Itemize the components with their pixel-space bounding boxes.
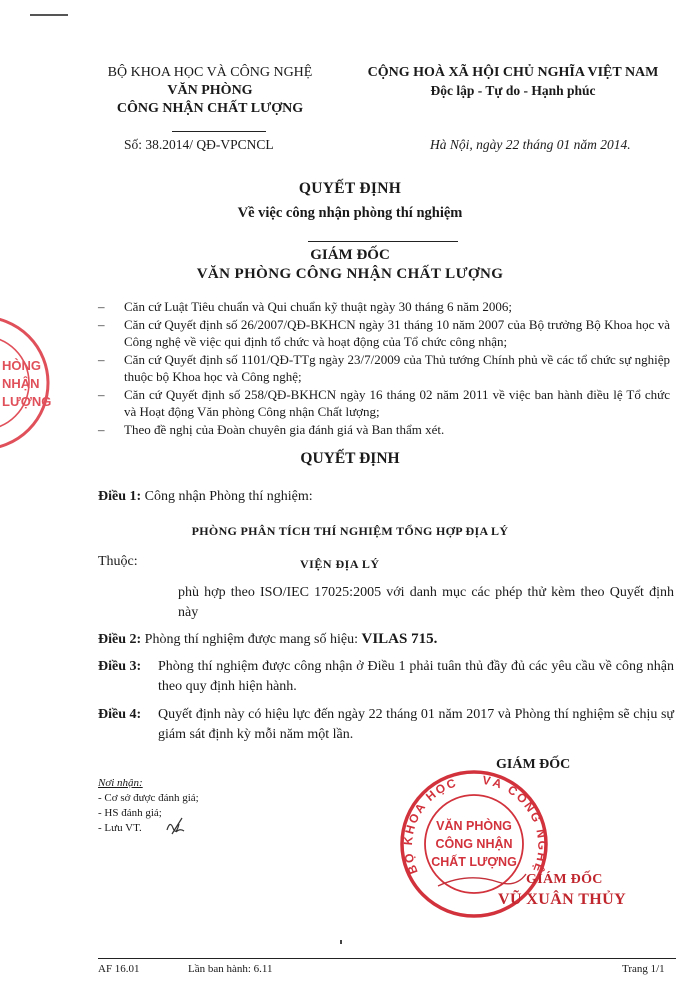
office-name-line2: CÔNG NHẬN CHẤT LƯỢNG: [116, 101, 304, 116]
document-subject: Về việc công nhận phòng thí nghiệm: [237, 205, 463, 221]
signature-stroke: [438, 874, 526, 886]
signer-name: VŨ XUÂN THỦY: [498, 891, 627, 908]
document-title: QUYẾT ĐỊNH: [298, 180, 402, 197]
decision-heading: QUYẾT ĐỊNH: [300, 450, 400, 467]
footer-edition: Lần ban hành: 6.11: [188, 963, 273, 975]
seal-line: CÔNG NHẬN: [435, 837, 513, 851]
legal-basis-item: – Theo đề nghị của Đoàn chuyên gia đánh giá và Ban thẩm xét.: [98, 421, 670, 439]
national-heading: [340, 64, 686, 100]
vilas-code: VILAS 715.: [361, 631, 438, 647]
document-date: Hà Nội, ngày 22 tháng 01 năm 2014.: [430, 137, 631, 152]
partial-stamp-line: NHẬN: [2, 376, 40, 391]
article-4: [98, 705, 674, 745]
laboratory-name: PHÒNG PHÂN TÍCH THÍ NGHIỆM TỔNG HỢP ĐỊA LÝ: [191, 524, 509, 538]
article-1-label: Điều 1:: [98, 489, 142, 504]
document-number: Số: 38.2014/ QĐ-VPCNCL: [124, 137, 274, 152]
article-3-text: Phòng thí nghiệm được công nhận ở Điều 1 phải tuân thủ đầy đủ các yêu cầu về công nhận theo quy định hiện hành.: [158, 659, 674, 694]
partial-stamp-left: [0, 318, 60, 448]
article-4-label: Điều 4:: [98, 707, 142, 722]
national-motto: Độc lập - Tự do - Hạnh phúc: [430, 83, 596, 98]
header-divider: [172, 131, 266, 132]
office-name-line1: VĂN PHÒNG: [167, 83, 253, 98]
legal-basis-item: – Căn cứ Quyết định số 1101/QĐ-TTg ngày 23/7/2009 của Thủ tướng Chính phủ về các tổ chức sự nghiệp thuộc bộ Khoa học và Công nghệ;: [98, 351, 670, 386]
initials-mark: [164, 812, 188, 838]
seal-line: VĂN PHÒNG: [436, 819, 512, 833]
article-3-label: Điều 3:: [98, 659, 142, 674]
article-1: [98, 487, 313, 506]
article-2-text: Phòng thí nghiệm được mang số hiệu:: [144, 632, 358, 647]
seal-line: CHẤT LƯỢNG: [431, 855, 517, 869]
partial-stamp-line: HÒNG: [2, 358, 41, 373]
belongs-label: Thuộc:: [98, 554, 138, 569]
article-4-text: Quyết định này có hiệu lực đến ngày 22 tháng 01 năm 2017 và Phòng thí nghiệm sẽ chịu sự giám sát định kỳ mỗi năm một lần.: [158, 707, 674, 742]
scan-mark: [340, 940, 342, 944]
director-heading: GIÁM ĐỐC: [310, 247, 390, 263]
recipient-item: - Lưu VT.: [98, 821, 199, 836]
iso-compliance-text: phù hợp theo ISO/IEC 17025:2005 với danh mục các phép thử kèm theo Quyết định này: [178, 585, 674, 620]
footer-form-code: AF 16.01: [98, 963, 140, 975]
title-divider: [308, 241, 458, 242]
legal-basis-item: – Căn cứ Quyết định số 26/2007/QĐ-BKHCN ngày 31 tháng 10 năm 2007 của Bộ trưởng Bộ Khoa học và Công nghệ về việc qui định tổ chức và hoạt động của Tổ chức công nhận;: [98, 316, 670, 351]
institute-name: VIỆN ĐỊA LÝ: [300, 557, 380, 571]
article-1-text: Công nhận Phòng thí nghiệm:: [144, 489, 313, 504]
ministry-name: BỘ KHOA HỌC VÀ CÔNG NGHỆ: [107, 65, 313, 80]
legal-basis-item: – Căn cứ Quyết định số 258/QĐ-BKHCN ngày 16 tháng 02 năm 2011 về việc ban hành điều lệ Tổ chức và Hoạt động Văn phòng Công nhận Chất lượng;: [98, 386, 670, 421]
partial-stamp-line: LƯỢNG: [2, 394, 52, 409]
legal-basis-item: – Căn cứ Luật Tiêu chuẩn và Qui chuẩn kỹ thuật ngày 30 tháng 6 năm 2006;: [98, 298, 670, 316]
recipient-item: - HS đánh giá;: [98, 806, 199, 821]
issuer-block: [92, 64, 328, 118]
article-2: [98, 631, 437, 648]
article-3: [98, 657, 674, 697]
article-2-label: Điều 2:: [98, 632, 142, 647]
recipient-item: - Cơ sở được đánh giá;: [98, 791, 199, 806]
country-name: CỘNG HOÀ XÃ HỘI CHỦ NGHĨA VIỆT NAM: [367, 65, 659, 80]
seal-arc-text-left: BỘ KHOA HỌC: [400, 775, 460, 877]
recipients-heading: Nơi nhận:: [98, 777, 143, 789]
scan-mark: [30, 14, 68, 16]
signer-title: GIÁM ĐỐC: [526, 872, 603, 887]
seal-arc-text-right: VÀ CÔNG NGHỆ: [481, 772, 550, 876]
director-office: VĂN PHÒNG CÔNG NHẬN CHẤT LƯỢNG: [196, 266, 504, 282]
legal-basis-list: [98, 298, 670, 438]
footer-divider: [98, 958, 676, 959]
footer-page-number: Trang 1/1: [622, 963, 665, 975]
signature-title: GIÁM ĐỐC: [496, 757, 571, 772]
